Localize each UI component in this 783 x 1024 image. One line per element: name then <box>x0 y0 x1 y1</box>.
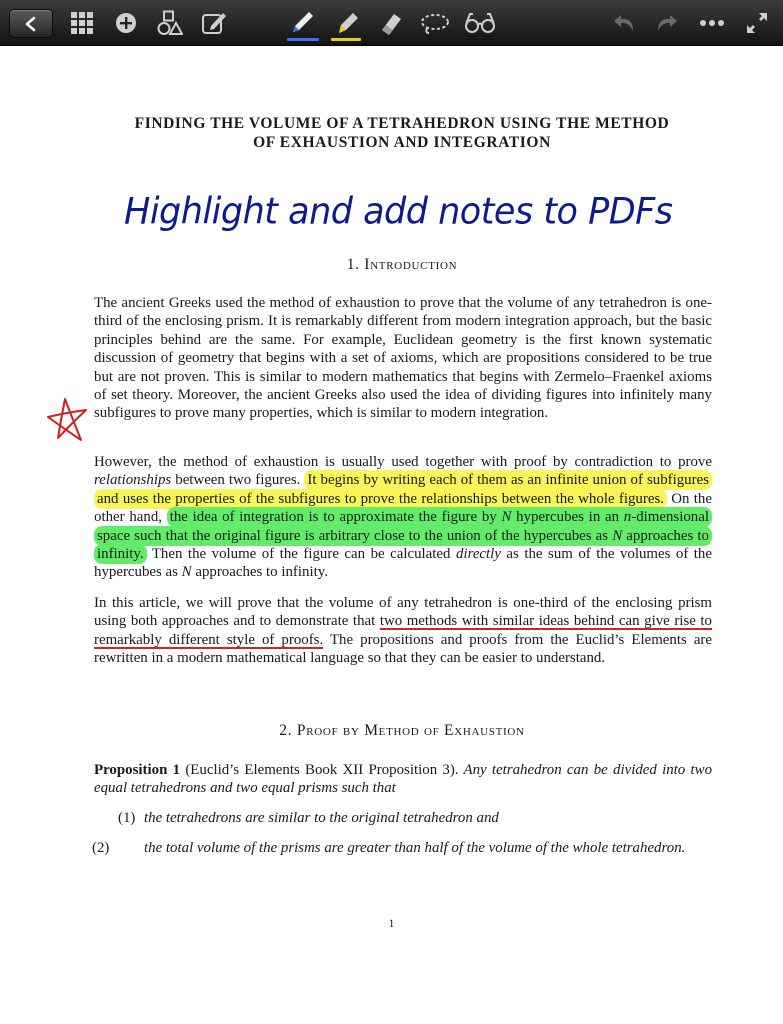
redo-icon <box>654 12 680 34</box>
edit-icon <box>201 10 227 36</box>
text-run: between two figures. <box>171 472 305 489</box>
yellow-highlight[interactable]: It begins by writing each of them as an infinite union of subfigures and uses the properties of the subfigures to prove the relationships between the whole figures. <box>94 470 712 508</box>
fullscreen-icon <box>746 12 768 34</box>
intro-paragraph-3 <box>94 594 712 668</box>
handwritten-annotation[interactable]: Highlight and add notes to PDFs <box>124 191 673 233</box>
math-variable: n <box>623 509 632 526</box>
math-variable: N <box>612 527 623 544</box>
pen-icon <box>288 9 316 37</box>
text-run: as the sum of the volumes of the hypercubes as <box>94 546 712 581</box>
pdf-page[interactable] <box>0 46 783 1024</box>
text-run: The propositions and proofs from the Euclid’s Elements are rewritten in a modern mathematical language so that they can be easier to understand. <box>94 631 712 667</box>
section-1-title: 1. Introduction <box>346 256 458 273</box>
back-icon <box>24 16 38 32</box>
document-title <box>90 115 714 152</box>
proposition-1 <box>94 761 712 798</box>
list-item <box>92 839 738 857</box>
star-annotation-icon[interactable] <box>44 395 92 443</box>
pen-color-indicator <box>287 38 319 41</box>
math-variable: N <box>181 564 192 581</box>
list-item-text: the tetrahedrons are similar to the original tetrahedron and <box>144 810 499 826</box>
list-item <box>118 809 712 827</box>
emphasis-relationships: relationships <box>94 472 172 489</box>
redo-button[interactable] <box>649 5 685 41</box>
toolbar <box>0 0 783 46</box>
grid-icon <box>70 11 94 35</box>
emphasis-directly: directly <box>456 546 501 563</box>
glasses-icon <box>463 11 497 35</box>
text-run: approaches to infinity. <box>97 527 709 563</box>
text-run: Then the volume of the figure can be calculated <box>146 546 456 563</box>
list-item-number: (1) <box>118 810 136 826</box>
more-icon <box>699 19 725 27</box>
highlighter-color-indicator <box>331 38 361 41</box>
red-underline-annotation[interactable]: two methods with similar ideas behind can give rise to remarkably different style of proofs. <box>94 613 712 648</box>
shapes-button[interactable] <box>152 5 188 41</box>
read-mode-button[interactable] <box>462 5 498 41</box>
shapes-icon <box>157 10 183 36</box>
highlighter-icon <box>333 9 361 37</box>
proposition-statement: Any tetrahedron can be divided into two equal tetrahedrons and two equal prisms such that <box>94 762 713 797</box>
text-run: However, the method of exhaustion is usually used together with proof by contradiction to prove <box>94 454 712 470</box>
proposition-label: Proposition 1 <box>94 762 181 778</box>
text-run: On the other hand, <box>94 490 712 526</box>
lasso-icon <box>419 11 451 35</box>
proposition-source: (Euclid’s Elements Book XII Proposition 3). <box>180 762 459 778</box>
page-number: 1 <box>388 916 395 930</box>
grid-button[interactable] <box>64 5 100 41</box>
list-item-text: the total volume of the prisms are greater than half of the volume of the whole tetrahedron. <box>144 840 686 856</box>
document-title-line-2: OF EXHAUSTION AND INTEGRATION <box>253 133 551 151</box>
pen-tool[interactable] <box>284 5 320 41</box>
highlighter-tool[interactable] <box>329 5 365 41</box>
eraser-tool[interactable] <box>373 5 409 41</box>
text-run: hypercubes in an <box>511 509 624 526</box>
edit-button[interactable] <box>196 5 232 41</box>
undo-icon <box>611 12 637 34</box>
lasso-tool[interactable] <box>417 5 453 41</box>
fullscreen-button[interactable] <box>739 5 775 41</box>
list-item-number: (2) <box>92 840 110 856</box>
add-circle-icon <box>114 11 138 35</box>
intro-paragraph-1: The ancient Greeks used the method of exhaustion to prove that the volume of any tetrahedron is one-third of the enclosing prism. It is remarkably different from modern integration approach, but the basic principles behind are the same. For example, Euclidean geometry is the first known systematic discussion of geometry that begins with a set of axioms, which are propositions considered to be true but are not proven. This is similar to modern mathematics that begins with Zermelo–Fraenkel axioms of set theory. Moreover, the ancient Greeks also used the idea of dividing figures into infinitely many subfigures to prove many properties, which is similar to modern integration. <box>94 295 712 422</box>
intro-paragraph-2 <box>94 453 712 582</box>
text-run: In this article, we will prove that the volume of any tetrahedron is one-third of the enclosing prism using both approaches and to demonstrate that <box>94 595 712 630</box>
section-2-title: 2. Proof by Method of Exhaustion <box>279 722 525 739</box>
more-button[interactable] <box>694 5 730 41</box>
back-button[interactable] <box>9 9 53 38</box>
eraser-icon <box>378 10 404 36</box>
document-title-line-1: FINDING THE VOLUME OF A TETRAHEDRON USING THE METHOD <box>134 115 670 132</box>
add-button[interactable] <box>108 5 144 41</box>
math-variable: N <box>501 509 512 526</box>
text-run: -dimensional space such that the original figure is arbitrary close to the union of the hypercubes as <box>97 509 709 544</box>
text-run: approaches to infinity. <box>191 564 328 581</box>
text-run: the idea of integration is to approximate the figure by <box>169 509 502 526</box>
undo-button[interactable] <box>606 5 642 41</box>
